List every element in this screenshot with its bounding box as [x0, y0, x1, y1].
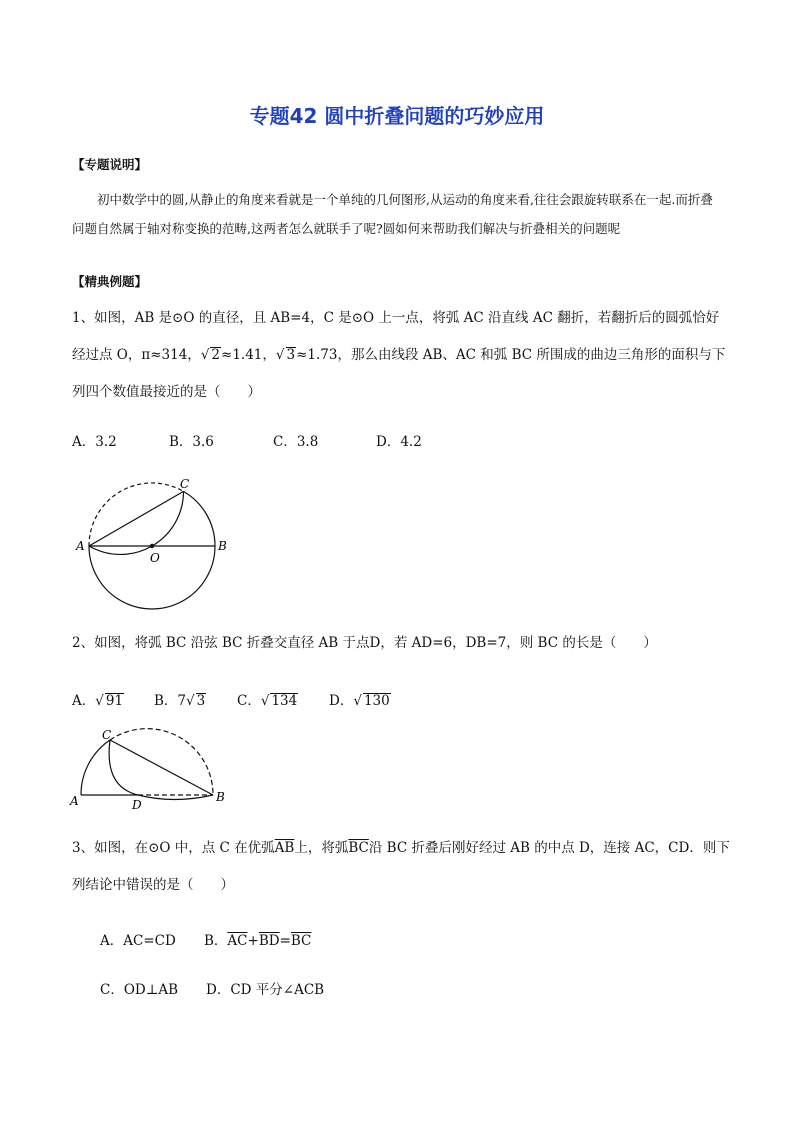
q1-label-o: O	[150, 551, 160, 565]
q2-label-c: C	[102, 728, 112, 742]
q2-folded-arc	[109, 740, 213, 800]
question-3-options-row2	[100, 978, 324, 998]
q2-option-c[interactable]: C．√ 134	[237, 693, 298, 709]
q2-option-b[interactable]: B．7√ 3	[154, 693, 206, 709]
q1-folded-arc	[89, 491, 184, 554]
question-1-text: 1、如图，AB 是⊙O 的直径，且 AB=4，C 是⊙O 上一点，将弧 AC 沿直线 AC 翻折，若翻折后的圆弧恰好经过点 O，π≈314，√ 2≈1.41，√ 3≈1.73，那么由线段 AB、AC 和弧 BC 所围成的曲边三角形的面积与下列四个数值最接近的是（ ）	[72, 310, 726, 400]
q3-option-c[interactable]: C．OD⊥AB	[100, 982, 179, 998]
q3-option-d[interactable]: D．CD 平分∠ACB	[206, 982, 325, 998]
question-2-figure	[64, 725, 244, 815]
section-examples-heading: 【精典例题】	[72, 274, 148, 289]
question-2-options	[72, 689, 391, 709]
q1-option-a[interactable]: A．3.2	[72, 434, 117, 450]
question-1-options	[72, 430, 422, 450]
question-1-figure	[70, 470, 240, 615]
q2-option-d[interactable]: D．√ 130	[329, 693, 390, 709]
q1-label-a: A	[76, 539, 85, 553]
question-2-text: 2、如图，将弧 BC 沿弦 BC 折叠交直径 AB 于点D，若 AD=6，DB=7，则 BC 的长是（ ）	[72, 635, 657, 651]
q1-center-point	[150, 544, 154, 548]
question-3-options-row1	[100, 929, 311, 949]
q1-label-b: B	[218, 539, 227, 553]
q2-semicircle-solid	[81, 740, 110, 795]
page-title: 专题42 圆中折叠问题的巧妙应用	[249, 104, 545, 128]
q2-option-a[interactable]: A．√ 91	[72, 693, 124, 709]
section-intro-heading: 【专题说明】	[72, 157, 148, 172]
q2-semicircle-dashed	[110, 729, 213, 795]
q1-dashed-arc	[89, 483, 184, 546]
q2-label-b: B	[216, 790, 225, 804]
q1-option-d[interactable]: D．4.2	[376, 434, 422, 450]
q1-label-c: C	[180, 477, 190, 491]
q2-label-d: D	[132, 798, 142, 812]
q1-option-b[interactable]: B．3.6	[169, 434, 214, 450]
intro-paragraph: 初中数学中的圆,从静止的角度来看就是一个单纯的几何图形,从运动的角度来看,往往会跟旋转联系在一起.而折叠问题自然属于轴对称变换的范畴,这两者怎么就联手了呢?圆如何来帮助我们解决与折叠相关的问题呢	[72, 192, 713, 236]
q2-label-a: A	[70, 794, 79, 808]
q2-chord-bc	[110, 740, 213, 795]
q3-option-b[interactable]: B．$\overline{AC}+\overline{BD}=\overline{BC}$	[204, 933, 312, 949]
q1-option-c[interactable]: C．3.8	[273, 434, 319, 450]
question-3-text: 3、如图，在⊙O 中，点 C 在优弧$\overline{AB}$上，将弧$\overline{BC}$沿 BC 折叠后刚好经过 AB 的中点 D，连接 AC，CD．则下列结论中错误的是（ ）	[72, 840, 730, 893]
q1-chord-ac	[89, 491, 184, 546]
q3-option-a[interactable]: A．AC=CD	[100, 933, 176, 949]
